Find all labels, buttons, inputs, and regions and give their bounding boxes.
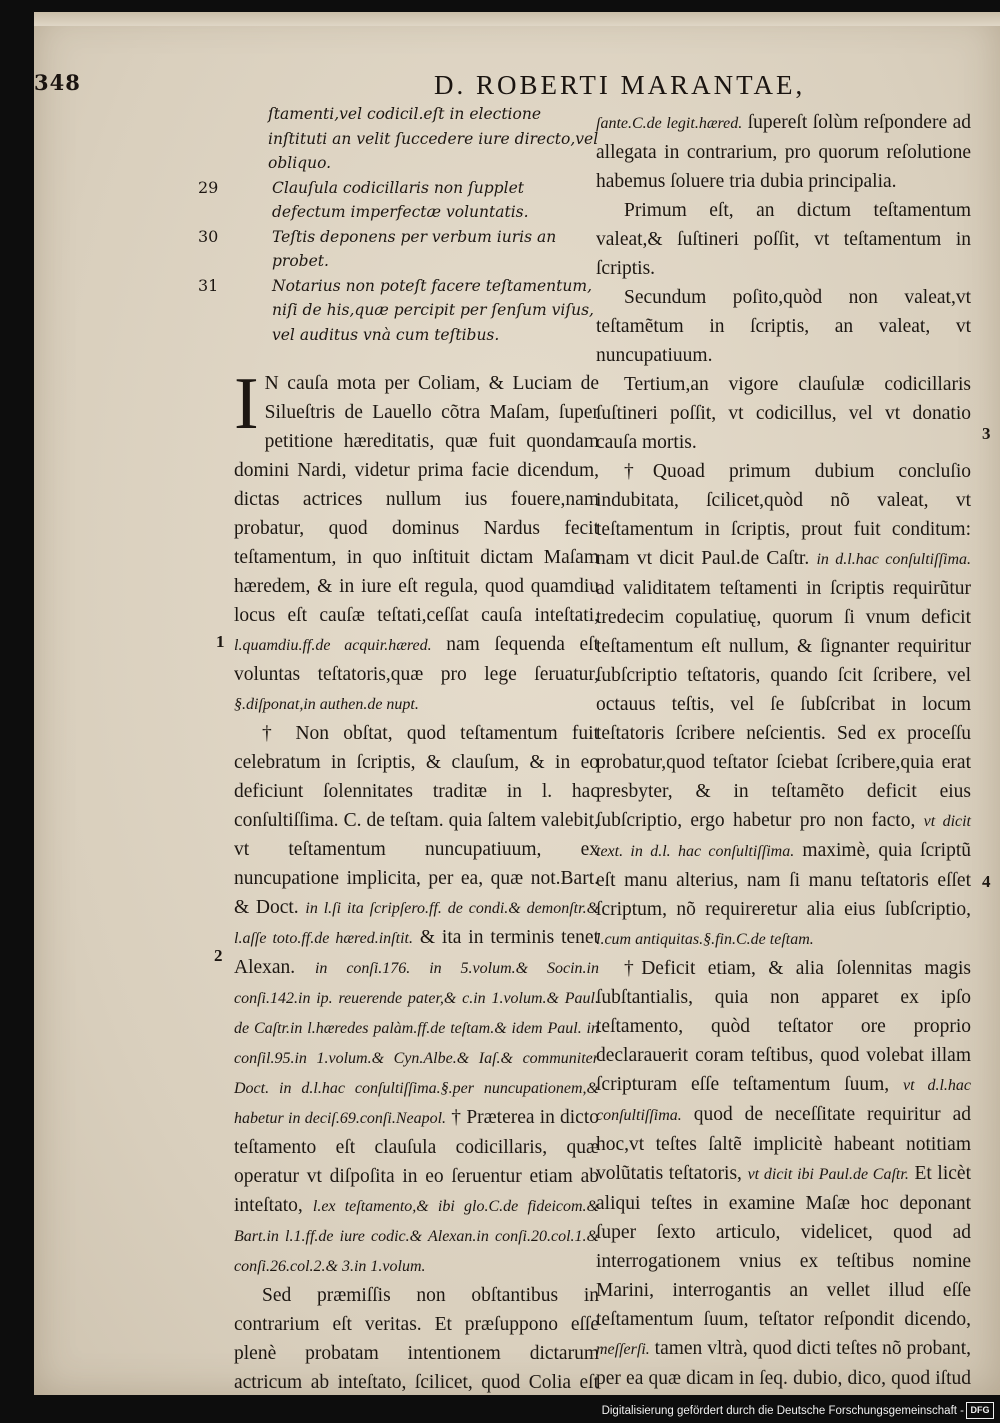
paragraph bbox=[596, 954, 971, 1395]
dfg-logo: DFG bbox=[966, 1402, 994, 1419]
text-run: & ita in terminis tenet Alexan. bbox=[234, 927, 600, 978]
footer-credit: Digitalisierung gefördert durch die Deutsche Forschungsgemeinschaft - bbox=[601, 1405, 964, 1417]
text-run: † Non obſtat, quod teſtamentum fuit celebratum in ſcriptis, & clauſum, & in eo deficiunt ſolennitates traditæ in l. hac conſultiſſima. C. de teſtam. quia ſaltem valebit, vt teſtamentum nuncupatiuum, ex nuncupatione implicita, per ea, quæ not.Bart. & Doct. bbox=[234, 723, 599, 918]
text-run: †Quoad primum dubium concluſio indubitata, ſcilicet,quòd nõ valeat, vt teſtamentum in ſcriptis, prout fuit conditum: nam vt dicit Paul.de Caſtr. bbox=[596, 461, 971, 569]
paragraph bbox=[234, 1281, 599, 1395]
text-run: †Deficit etiam, & alia ſolennitas magis ſubſtantialis, quia non apparet ex ipſo teſtamento, quòd teſtator ore proprio declarauerit coram teſtibus, quod volebat illam ſcripturam eſſe teſtamentum ſuum, bbox=[596, 958, 971, 1095]
text-run: Secundum poſito,quòd non valeat,vt teſtamẽtum in ſcriptis, an valeat, vt nuncupatiuum. bbox=[596, 287, 971, 366]
summary-text: Notarius non poteſt facere teſtamentum, niſi de his,quæ percipit per ſenſum viſus, vel auditus vnà cum teſtibus. bbox=[272, 276, 594, 344]
summary-entry bbox=[198, 225, 599, 274]
text-run: ad validitatem teſtamenti in ſcriptis requirũtur tredecim copulatiuę, quorum ſi vnum deficit teſtamentum eſt nullum, & ſignanter requiritur ſubſcriptio teſtatoris, quando ſcit ſcribere, vel octauus teſtis, vel ſe ſubſcribat in locum teſtatoris ſcribere neſcientis. Sed ex proceſſu probatur,quod teſtator ſciebat ſcribere,quia erat presbyter, & in teſtamẽto deficit eius ſubſcriptio, ergo habetur pro non facto, bbox=[596, 578, 971, 831]
page-number: 348 bbox=[34, 70, 81, 95]
citation: vt d.l.hac conſultiſſima. bbox=[596, 1077, 971, 1124]
book-page bbox=[34, 12, 1000, 1395]
page-edge bbox=[34, 12, 1000, 26]
margin-number: 3 bbox=[982, 424, 991, 443]
summary-entry bbox=[198, 176, 599, 225]
right-column bbox=[596, 108, 971, 1395]
paragraph bbox=[234, 719, 599, 1281]
text-run: ſupereſt ſolùm reſpondere ad allegata in contrarium, pro quorum reſolutione habemus ſoluere tria dubia principalia. bbox=[596, 112, 971, 192]
summary-number: 31 bbox=[198, 275, 219, 295]
citation: vt dicit ibi Paul.de Caſtr. bbox=[747, 1166, 909, 1183]
text-run: quod de neceſſitate requiritur ad hoc,vt teſtes ſaltẽ implicitè habeant notitiam volũtatis teſtatoris, bbox=[596, 1104, 971, 1184]
summary-entry bbox=[198, 274, 599, 348]
text-run: maximè, quia ſcriptũ eſt manu alterius, nam ſi manu teſtatoris eſſet ſcriptum, nõ requireretur alia eius ſubſcriptio, bbox=[596, 840, 972, 920]
summary-list bbox=[198, 102, 599, 347]
text-run: Sed præmiſſis non obſtantibus in contrarium eſt veritas. Et præſuppono eſſe plenè probatam intentionem dictarum actricum ab inteſtato, ſcilicet, quod Colia eſt bbox=[234, 1285, 599, 1393]
text-run: Primum eſt, an dictum teſtamentum valeat,& ſuſtineri poſſit, vt teſtamentum in ſcriptis. bbox=[596, 200, 971, 279]
citation: §.diſponat,in authen.de nupt. bbox=[234, 696, 419, 713]
text-run: N cauſa mota per Coliam, & Luciam de Silueſtris de Lauello cõtra Maſam, ſuper petitione hæreditatis, quæ fuit quondam domini Nardi, videtur prima facie dicendum, dictas actrices nullum ius fouere,nam probatur, quod dominus Nardus fecit teſtamentum, in quo inſtituit dictam Maſam hæredem, & in iure eſt regula, quod quamdiu locus eſt cauſæ teſtati,ceſſat cauſa inteſtati, bbox=[234, 373, 599, 626]
left-body-text bbox=[234, 363, 600, 1395]
text-run: † Præterea in dicto teſtamento eſt clauſula codicillaris, quæ operatur vt diſpoſita in eo ſeruentur etiam ab inteſtato, bbox=[234, 1107, 599, 1216]
margin-number: 2 bbox=[214, 946, 223, 965]
paragraph bbox=[596, 370, 971, 457]
text-run: Tertium,an vigore clauſulæ codicillaris ſuſtineri poſſit, vt codicillus, vel vt donatio cauſa mortis. bbox=[596, 374, 971, 453]
margin-number: 1 bbox=[216, 632, 225, 651]
paragraph bbox=[234, 363, 600, 719]
summary-text: Clauſula codicillaris non ſupplet defectum imperfectæ voluntatis. bbox=[272, 178, 529, 221]
text-run: nam ſequenda eſt voluntas teſtatoris,quæ pro lege ſeruatur, bbox=[234, 634, 600, 685]
text-run: tamen vltrà, quod dicti teſtes nõ probant, per ea quæ dicam in ſeq. dubio, dico, quod iſtud bbox=[596, 1338, 971, 1389]
citation: ſante.C.de legit.hæred. bbox=[596, 115, 743, 132]
margin-number: 4 bbox=[982, 872, 991, 891]
citation: in d.l.hac conſultiſſima. bbox=[816, 551, 972, 568]
summary-entry bbox=[234, 102, 599, 176]
paragraph bbox=[596, 196, 971, 283]
text-run: Et licèt aliqui teſtes in examine Maſæ hoc deponant ſuper ſexto articulo, videlicet, quod ad interrogationem vnius ex teſtibus nomine Marini, interrogantis an vellet illud eſſe teſtamentum ſuum, teſtator reſpondit dicendo, bbox=[596, 1163, 971, 1330]
citation: meſſerſi. bbox=[596, 1341, 650, 1358]
summary-number: 30 bbox=[198, 226, 219, 246]
citation: in conſi.176. in 5.volum.& Socin.in conſi.142.in ip. reuerende pater,& c.in 1.volum.& Paul. de Caſtr.in l.hæredes palàm.ff.de teſtam.& idem Paul. in conſil.95.in 1.volum.& Cyn.Albe.& Iaſ.& communiter Doct. in d.l.hac conſultiſſima.§.per nuncupationem,& habetur in deciſ.69.conſi.Neapol. bbox=[234, 960, 600, 1127]
summary-number: 29 bbox=[198, 177, 219, 197]
digitization-footer bbox=[0, 1398, 1000, 1423]
drop-cap: I bbox=[234, 363, 259, 445]
right-body-text bbox=[596, 108, 971, 1395]
running-title: D. ROBERTI MARANTAE, bbox=[434, 70, 806, 100]
paragraph bbox=[596, 283, 971, 370]
citation: l.ex teſtamento,& ibi glo.C.de fideicom.& Bart.in l.1.ff.de iure codic.& Alexan.in conſi.20.col.1.& conſi.26.col.2.& 3.in 1.volum. bbox=[234, 1198, 600, 1275]
citation: l.cum antiquitas.§.fin.C.de teſtam. bbox=[596, 931, 814, 948]
left-column bbox=[198, 102, 600, 1395]
citation: l.quamdiu.ff.de acquir.hæred. bbox=[234, 637, 432, 654]
citation: in l.ſi ita ſcripſero.ff. de condi.& demonſtr.& l.aſſe toto.ff.de hæred.inſtit. bbox=[234, 900, 600, 947]
summary-text: Teſtis deponens per verbum iuris an probet. bbox=[272, 227, 557, 270]
summary-text: ſtamenti,vel codicil.eſt in electione inſtituti an velit ſuccedere iure directo,vel obliquo. bbox=[268, 105, 599, 172]
paragraph bbox=[596, 457, 971, 954]
paragraph bbox=[596, 108, 971, 196]
citation: vt dicit text. in d.l. hac conſultiſſima. bbox=[596, 813, 972, 860]
